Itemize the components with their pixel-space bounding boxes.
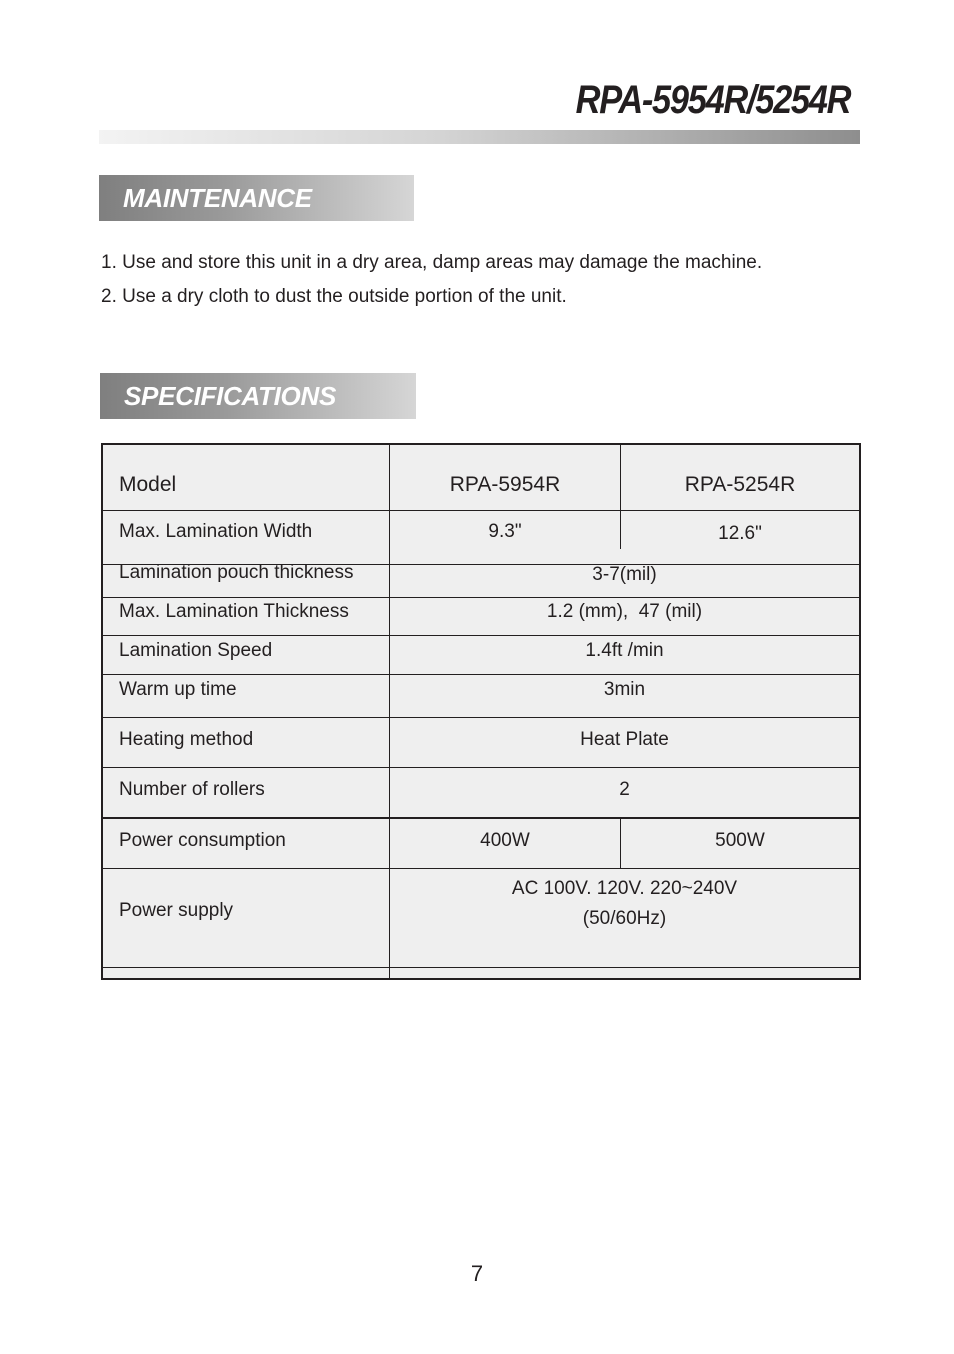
spec-label: Power supply <box>119 900 234 921</box>
spec-label: Max. Lamination Width <box>119 521 313 542</box>
model-header-label: Model <box>119 473 177 496</box>
spec-label: Lamination Speed <box>119 640 273 661</box>
spec-value: 3min <box>603 679 646 700</box>
spec-label: Number of rollers <box>119 779 265 800</box>
title-gradient-rule <box>99 130 860 144</box>
spec-value-model-a: 9.3" <box>488 521 522 542</box>
spec-label: Heating method <box>119 729 254 750</box>
maintenance-heading: MAINTENANCE <box>123 183 312 213</box>
spec-value-line: AC 100V. 120V. 220~240V <box>511 878 738 899</box>
page-number: 7 <box>470 1261 484 1286</box>
spec-label: Max. Lamination Thickness <box>119 601 349 622</box>
specifications-banner <box>100 373 416 419</box>
table-rule <box>103 817 859 819</box>
spec-value: 1.2 (mm), 47 (mil) <box>546 601 703 622</box>
specifications-heading: SPECIFICATIONS <box>124 381 337 411</box>
spec-label: Lamination pouch thickness <box>119 562 354 583</box>
table-rule <box>103 635 859 636</box>
spec-value-model-a: 400W <box>480 830 530 851</box>
table-rule <box>103 767 859 768</box>
spec-value: Heat Plate <box>580 729 669 750</box>
spec-value-line: (50/60Hz) <box>582 908 667 929</box>
maintenance-item: 2. Use a dry cloth to dust the outside portion of the unit. <box>101 286 567 307</box>
spec-value: 3-7(mil) <box>592 564 657 585</box>
maintenance-list <box>101 246 762 314</box>
spec-value: 1.4ft /min <box>585 640 664 661</box>
spec-value: 2 <box>619 779 630 800</box>
table-rule <box>103 510 859 511</box>
maintenance-banner <box>99 175 414 221</box>
table-rule <box>103 868 859 869</box>
specifications-table <box>101 443 861 980</box>
model-b-header: RPA-5254R <box>684 473 796 496</box>
maintenance-item: 1. Use and store this unit in a dry area, damp areas may damage the machine. <box>101 252 763 273</box>
table-rule <box>103 717 859 718</box>
spec-value-model-b: 12.6" <box>718 523 762 544</box>
document-title: RPA-5954R/5254R <box>575 78 850 122</box>
spec-label: Warm up time <box>119 679 237 700</box>
spec-value-model-b: 500W <box>715 830 765 851</box>
spec-label: Power consumption <box>119 830 286 851</box>
table-rule <box>103 597 859 598</box>
table-rule <box>103 967 859 968</box>
model-a-header: RPA-5954R <box>449 473 561 496</box>
table-rule <box>103 674 859 675</box>
